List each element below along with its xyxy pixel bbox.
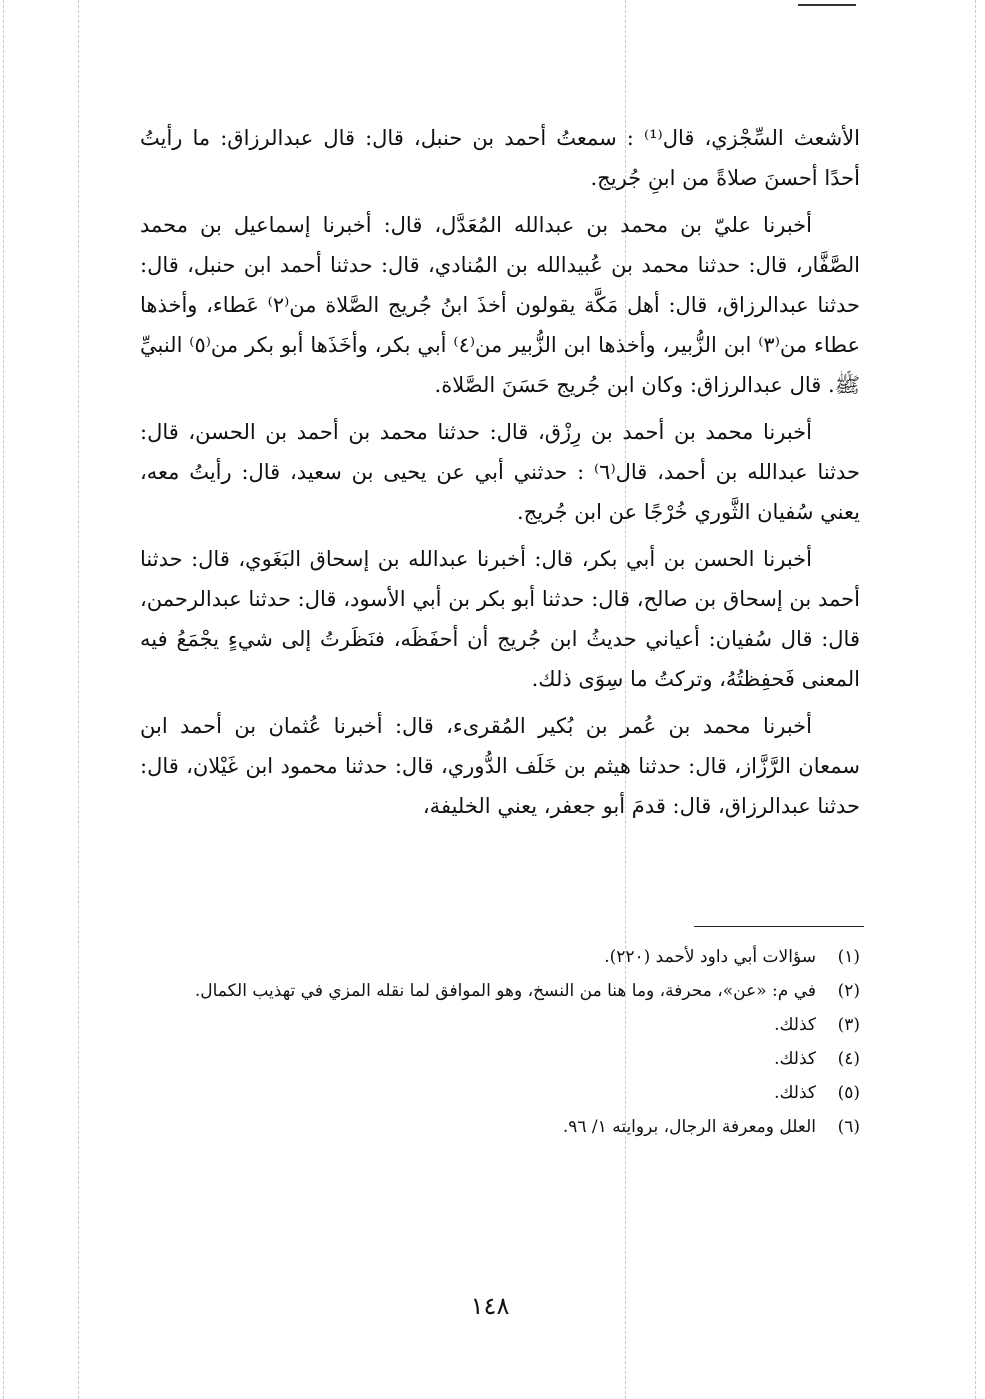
- scan-guide-line: [975, 0, 976, 1399]
- footnote-number: (٤): [837, 1049, 860, 1069]
- paragraph: أخبرنا محمد بن عُمر بن بُكير المُقرىء، قال: أخبرنا عُثمان بن أحمد ابن سمعان الرَّزَّاز، قال: حدثنا هيثم بن خَلَف الدُّوري، قال: حدثنا محمود ابن غَيْلان، قال: حدثنا عبدالرزاق، قال: قدمَ أبو جعفر، يعني الخليفة،: [140, 714, 860, 818]
- footnotes: [140, 944, 860, 1148]
- footnote: [140, 1080, 860, 1106]
- footnote: [140, 1114, 860, 1140]
- scan-guide-line: [3, 0, 4, 1399]
- footnote-number: (٥): [837, 1083, 860, 1103]
- paragraph: أخبرنا محمد بن أحمد بن رِزْق، قال: حدثنا محمد بن أحمد بن الحسن، قال: حدثنا عبدالله بن أحمد، قال⁽٦⁾ : حدثني أبي عن يحيى بن سعيد، قال: رأيتُ معه، يعني سُفيان الثَّوري خُرْجًا عن ابن جُريج.: [140, 420, 861, 524]
- footnote: [140, 1046, 860, 1072]
- top-rule: [798, 4, 856, 6]
- footnote-number: (١): [837, 947, 860, 967]
- main-text: [140, 118, 860, 833]
- footnote-text: كذلك.: [774, 1083, 816, 1103]
- footnote-text: كذلك.: [774, 1015, 816, 1035]
- footnote: [140, 978, 860, 1004]
- footnote-text: في م: «عن»، محرفة، وما هنا من النسخ، وهو الموافق لما نقله المزي في تهذيب الكمال.: [194, 981, 816, 1001]
- footnote-number: (٣): [837, 1015, 860, 1035]
- footnote-text: العلل ومعرفة الرجال، بروايته ١/ ٩٦.: [562, 1117, 816, 1137]
- paragraph: أخبرنا الحسن بن أبي بكر، قال: أخبرنا عبدالله بن إسحاق البَغَوي، قال: حدثنا أحمد بن إسحاق بن صالح، قال: حدثنا أبو بكر بن أبي الأسود، قال: حدثنا عبدالرحمن، قال: قال سُفيان: أعياني حديثُ ابن جُريج أن أحفَظَه، فنَظَرتُ إلى شيءٍ يجْمَعُ فيه المعنى فَحفِظتُهُ، وتركتُ ما سِوَى ذلك.: [140, 547, 860, 691]
- footnote: [140, 1012, 860, 1038]
- paragraph: الأشعث السِّجْزي، قال⁽¹⁾ : سمعتُ أحمد بن حنبل، قال: قال عبدالرزاق: ما رأيتُ أحدًا أحسنَ صلاةً من ابنِ جُريج.: [140, 126, 860, 190]
- scan-guide-line: [78, 0, 79, 1399]
- footnote-text: سؤالات أبي داود لأحمد (٢٢٠).: [604, 947, 816, 967]
- footnote-number: (٦): [837, 1117, 860, 1137]
- footnote-separator: [694, 926, 864, 927]
- page-number: ١٤٨: [470, 1292, 510, 1320]
- footnote-text: كذلك.: [774, 1049, 816, 1069]
- footnote-number: (٢): [837, 981, 860, 1001]
- paragraph: أخبرنا عليّ بن محمد بن عبدالله المُعَدَّل، قال: أخبرنا إسماعيل بن محمد الصَّفَّار، قال: حدثنا محمد بن عُبيدالله بن المُنادي، قال: حدثنا أحمد ابن حنبل، قال: حدثنا عبدالرزاق، قال: أهل مَكَّة يقولون أخذَ ابنُ جُريج الصَّلاة من⁽٢⁾ عَطاء، وأخذها عطاء من⁽٣⁾ ابن الزُّبير، وأخذها ابن الزُّبير من⁽٤⁾ أبي بكر، وأخَذَها أبو بكر من⁽٥⁾ النبيِّ ﷺ. قال عبدالرزاق: وكان ابن جُريج حَسَنَ الصَّلاة.: [140, 213, 860, 397]
- footnote: [140, 944, 860, 970]
